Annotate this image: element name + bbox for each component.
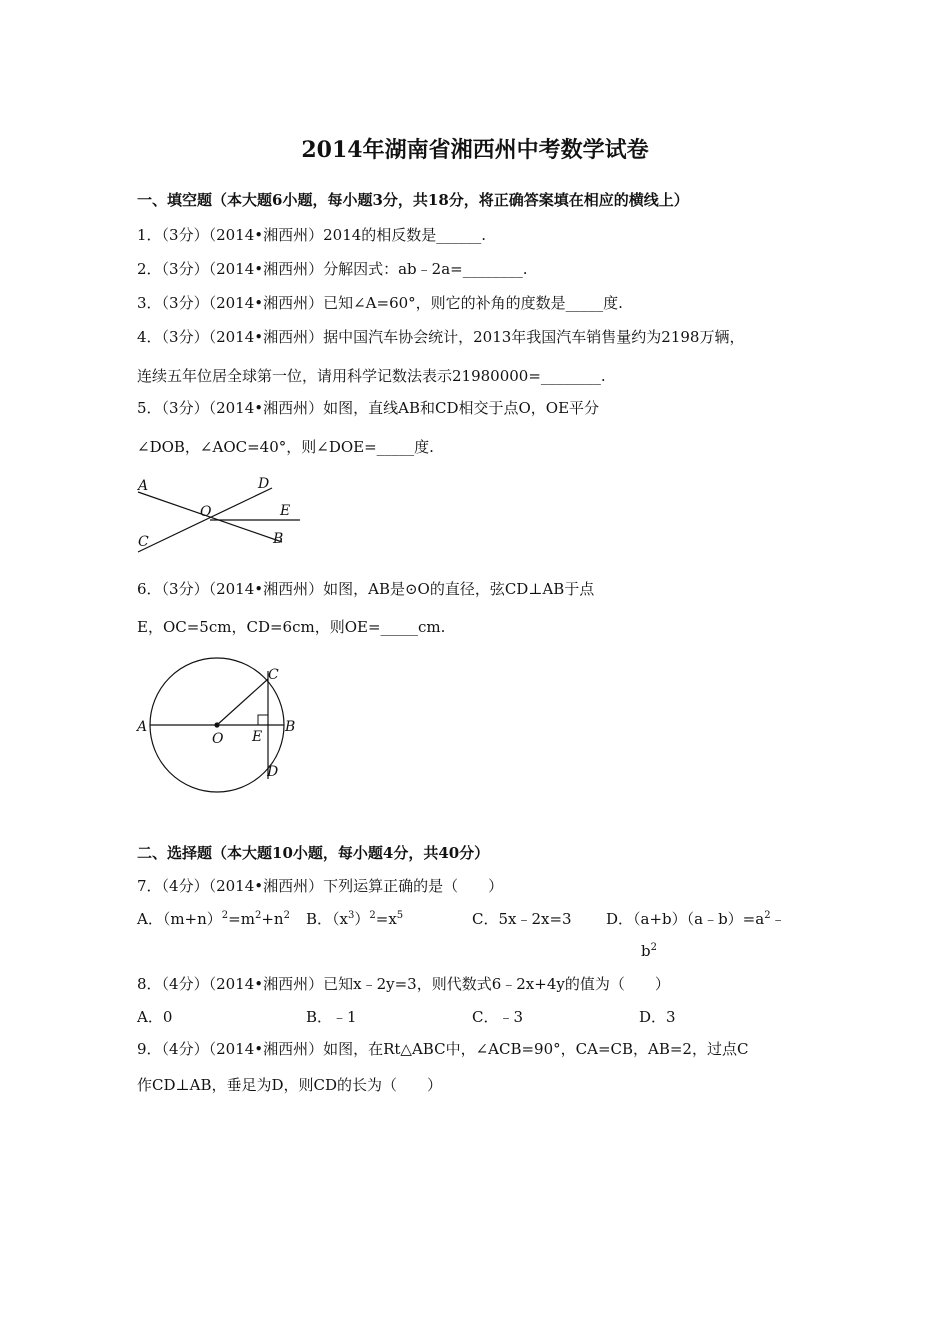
center-point <box>214 722 219 727</box>
right-angle-mark <box>258 715 268 725</box>
label-a: A <box>138 478 149 494</box>
label-e: E <box>280 503 291 519</box>
question-3: 3．（3分）（2014•湘西州）已知∠A=60°，则它的补角的度数是_____度. <box>137 294 623 312</box>
question-9-line-2: 作CD⊥AB，垂足为D，则CD的长为（ ） <box>137 1076 442 1094</box>
label-b: B <box>273 531 284 547</box>
question-7-option-d-continued: $b^2$ <box>641 942 657 960</box>
label-o: O <box>212 731 224 747</box>
label-c: C <box>138 534 149 550</box>
label-o: O <box>200 504 212 520</box>
question-2: 2．（3分）（2014•湘西州）分解因式：ab﹣2a=________. <box>137 260 528 278</box>
question-7-option-a: A．$(m+n)^2=m^2+n^2$ <box>137 910 290 928</box>
page-title: 2014年湖南省湘西州中考数学试卷 <box>301 137 649 163</box>
question-4-line-1: 4．（3分）（2014•湘西州）据中国汽车协会统计，2013年我国汽车销售量约为2198万辆， <box>137 328 745 346</box>
label-d: D <box>267 764 279 780</box>
question-6-line-1: 6．（3分）（2014•湘西州）如图，AB是⊙O的直径，弦CD⊥AB于点 <box>137 580 595 598</box>
question-6-line-2: E，OC=5cm，CD=6cm，则OE=_____cm. <box>137 618 446 636</box>
question-5-figure <box>130 470 310 560</box>
question-8-stem: 8．（4分）（2014•湘西州）已知x﹣2y=3，则代数式6﹣2x+4y的值为（ ） <box>137 975 670 993</box>
question-7-option-b: B．$(x^3)^2=x^5$ <box>306 910 404 928</box>
label-b: B <box>285 719 296 735</box>
question-9-line-1: 9．（4分）（2014•湘西州）如图，在Rt△ABC中，∠ACB=90°，CA=CB，AB=2，过点C <box>137 1040 749 1058</box>
question-8-option-d: D．3 <box>639 1008 676 1026</box>
question-4-line-2: 连续五年位居全球第一位，请用科学记数法表示21980000=________. <box>137 367 606 385</box>
question-7-stem: 7．（4分）（2014•湘西州）下列运算正确的是（ ） <box>137 877 504 895</box>
segment-oc <box>217 679 268 725</box>
question-6-figure <box>130 650 310 795</box>
label-e: E <box>252 729 263 745</box>
section-heading-fill-in: 一、填空题（本大题6小题，每小题3分，共18分，将正确答案填在相应的横线上） <box>137 191 689 209</box>
question-7-option-c: C．5x﹣2x=3 <box>472 910 572 928</box>
question-8-option-c: C．﹣3 <box>472 1008 524 1026</box>
question-8-option-a: A．0 <box>137 1008 173 1026</box>
question-5-line-1: 5．（3分）（2014•湘西州）如图，直线AB和CD相交于点O，OE平分 <box>137 399 600 417</box>
question-5-line-2: ∠DOB，∠AOC=40°，则∠DOE=_____度. <box>137 438 434 456</box>
label-a: A <box>137 719 148 735</box>
label-d: D <box>258 476 270 492</box>
question-7-option-d: D．$(a+b)(a﹣b)=a^2﹣$ <box>606 910 786 928</box>
question-1: 1．（3分）（2014•湘西州）2014的相反数是______. <box>137 226 487 244</box>
section-heading-multiple-choice: 二、选择题（本大题10小题，每小题4分，共40分） <box>137 844 490 862</box>
label-c: C <box>268 667 279 683</box>
question-8-option-b: B．﹣1 <box>306 1008 357 1026</box>
